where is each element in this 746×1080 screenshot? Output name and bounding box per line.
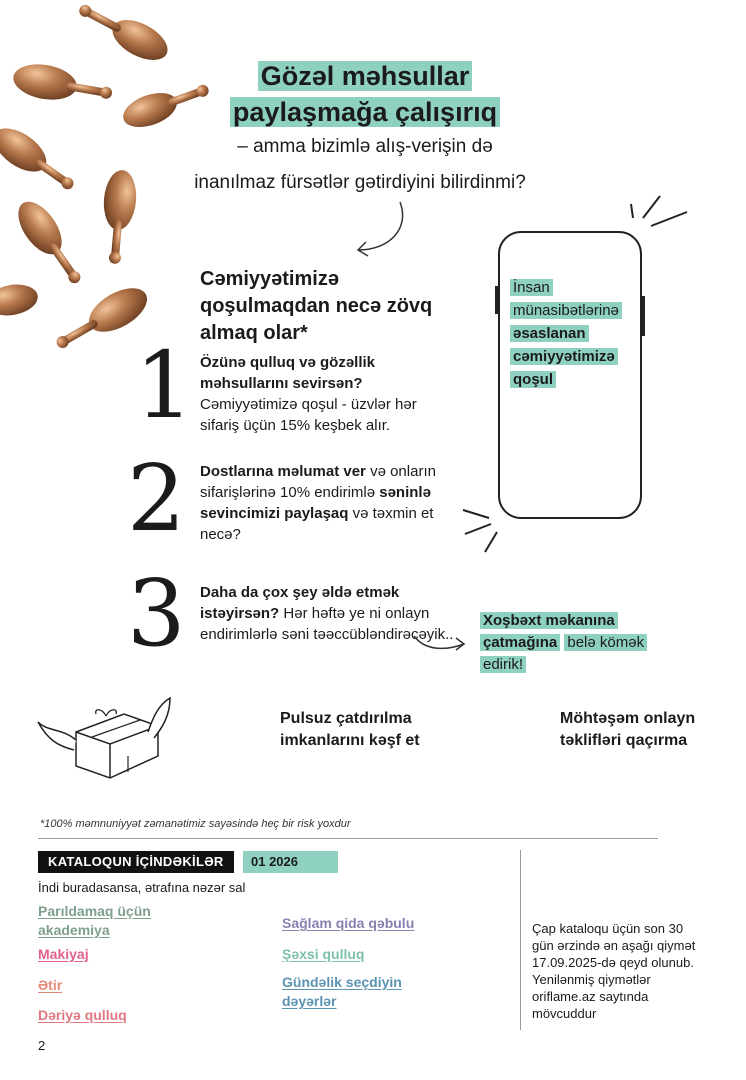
step-2-body-2: və təxmin et necə?: [200, 505, 434, 543]
curly-arrow-icon: [340, 198, 420, 262]
issue-badge: 01 2026: [243, 851, 338, 873]
toc-link-skincare[interactable]: Dəriyə qulluq: [38, 1007, 127, 1023]
step-2-text: [200, 461, 460, 545]
step-1-bold: Özünə qulluq və gözəllik məhsullarını sevirsən?: [200, 354, 376, 392]
subheading-line-1: – amma bizimlə alış-verişin də: [237, 136, 493, 157]
happy-place-bold: Xoşbəxt məkanına çatmağına: [480, 612, 618, 651]
phone-label-bold: əsaslanan cəmiyyətimizə qoşul: [510, 325, 618, 388]
disclaimer: *100% məmnuniyyət zəmanətimiz sayəsində heç bir risk yoxdur: [40, 818, 351, 830]
price-note: Çap kataloqu üçün son 30 gün ərzində ən aşağı qiymət 17.09.2025-də qeyd olunub. Yenilənmiş qiymətlər oriflame.az saytında mövcuddur: [532, 921, 696, 1021]
step-number-3: 3: [127, 560, 186, 667]
step-1-text: [200, 352, 460, 436]
phone-label: [510, 276, 640, 391]
step-2-body-1: və onların sifarişlərinə 10% endirimlə: [200, 463, 436, 501]
vertical-divider: [520, 850, 521, 1030]
step-3-body: Hər həftə ye ni onlayn endirimlərlə səni təəccübləndirəcəyik..: [200, 605, 454, 643]
happy-place-note: [480, 610, 650, 676]
phone-label-plain: İnsan münasibətlərinə: [510, 279, 622, 319]
step-number-2: 2: [127, 445, 186, 552]
free-delivery-text: Pulsuz çatdırılma imkanlarını kəşf et: [280, 710, 420, 749]
online-offers-text: Möhtəşəm onlayn təklifləri qaçırma: [560, 710, 696, 749]
toc-link-wellness[interactable]: Sağlam qida qəbulu: [282, 915, 415, 931]
step-1-body: Cəmiyyətimizə qoşul - üzvlər hər sifariş üçün 15% keşbek alır.: [200, 396, 417, 434]
toc-link-makeup[interactable]: Makiyaj: [38, 946, 89, 962]
toc-title: KATALOQUN İÇİNDƏKİLƏR: [38, 851, 234, 873]
step-2-bold-2: səninlə sevincimizi paylaşaq: [200, 484, 431, 522]
toc-link-fragrance[interactable]: Ətir: [38, 977, 63, 993]
winged-gift-icon: [36, 692, 176, 782]
step-number-1: 1: [135, 332, 194, 439]
happy-place-plain: belə kömək edirik!: [480, 634, 647, 673]
question-title: Cəmiyyətimizə qoşulmaqdan necə zövq almaq olar*: [200, 268, 433, 344]
divider: [38, 838, 658, 839]
subheading-line-2: inanılmaz fürsətlər gətirdiyini bilirdinmi?: [194, 172, 526, 193]
step-2-bold-1: Dostlarına məlumat ver: [200, 463, 366, 480]
headline-line-1: Gözəl məhsullar: [258, 61, 473, 91]
toc-link-daily-values[interactable]: Gündəlik seçdiyin dəyərlər: [282, 974, 402, 1009]
toc-intro: İndi buradasansa, ətrafına nəzər sal: [38, 880, 246, 895]
step-3-bold: Daha da çox şey əldə etmək istəyirsən?: [200, 584, 400, 622]
page-number: 2: [38, 1038, 46, 1053]
toc-link-personal-care[interactable]: Şəxsi qulluq: [282, 946, 365, 962]
headline: [190, 58, 540, 130]
toc-link-academy[interactable]: Parıldamaq üçün akademiya: [38, 903, 151, 938]
arrow-right-icon: [412, 630, 468, 658]
headline-line-2: paylaşmağa çalışırıq: [230, 97, 500, 127]
